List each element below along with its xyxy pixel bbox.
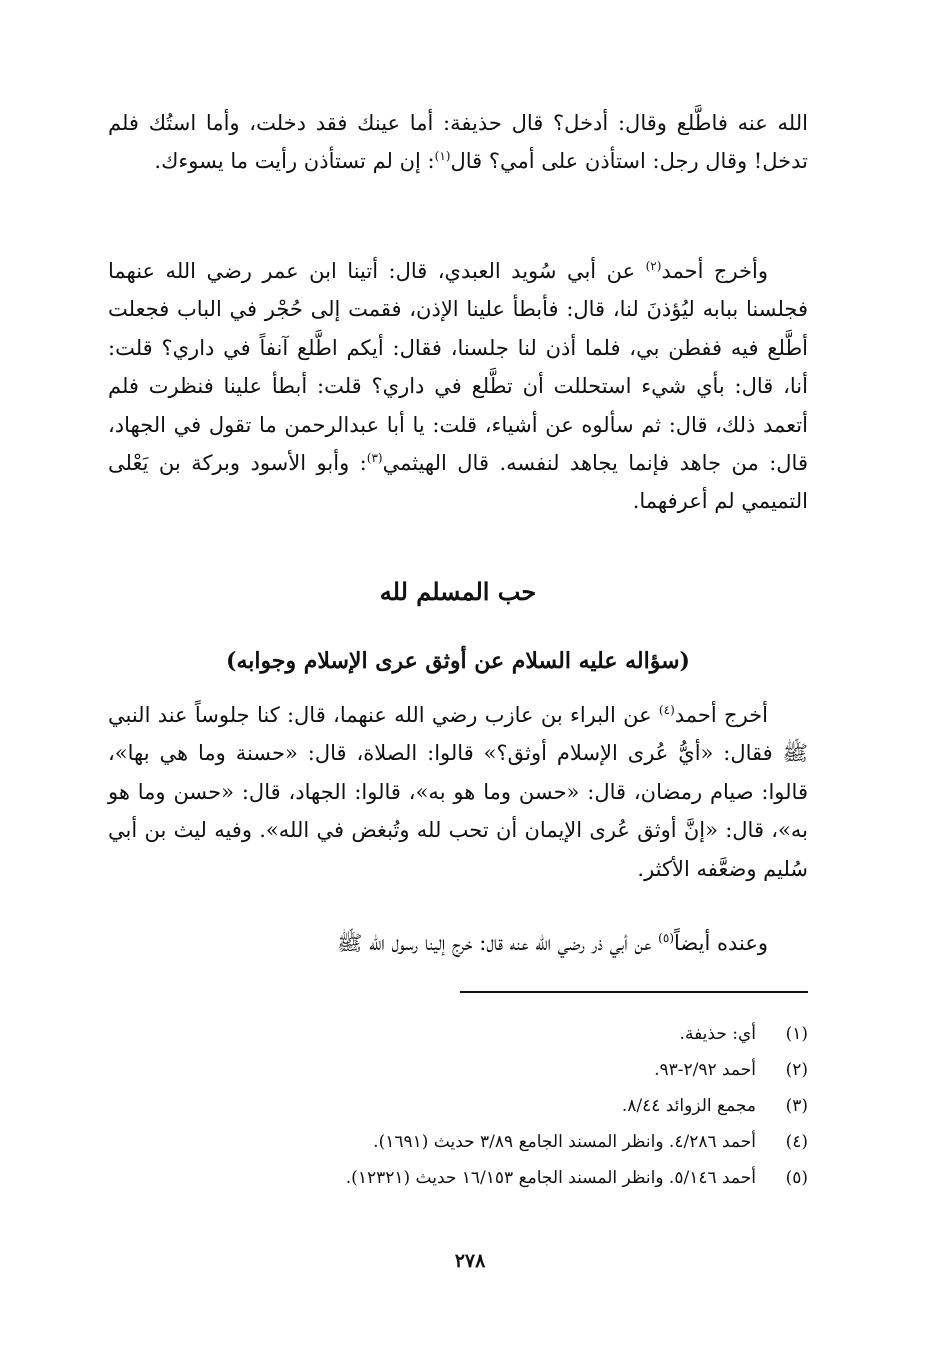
text-segment: عن أبي سُويد العبدي، قال: أتينا ابن عمر رضي الله عنهما فجلسنا ببابه ليُؤذنَ لنا، قال: فأبطأ علينا الإذن، فقمت إلى حُجْر في الباب فجعلت أطَّلع فيه ففطن بي، فلما أذن لنا جلسنا، فقال: أيكم اطَّلع آنفاً في داري؟ قلت: أنا، قال: بأي شيء استحللت أن تطَّلع في داري؟ قلت: أبطأ علينا فنظرت فلم أتعمد ذلك، قال: ثم سألوه عن أشياء، قلت: يا أبا عبدالرحمن ما تقول في الجهاد، قال: من جاهد فإنما يجاهد لنفسه. قال الهيثمي <box>108 259 808 476</box>
text-segment: : وأبو الأسود وبركة بن يَعْلى التميمي لم أعرفهما. <box>108 451 808 514</box>
footnote-ref[interactable]: (٥) <box>658 931 674 945</box>
footnote-text: أحمد ٢/٩٢-٩٣. <box>654 1060 756 1080</box>
footnote-number: (٥) <box>785 1168 808 1188</box>
section-heading: حب المسلم لله <box>379 577 537 606</box>
footnote-item <box>108 1096 808 1132</box>
text-segment: أخرج أحمد <box>674 703 768 727</box>
footnote-ref[interactable]: (١) <box>434 149 451 164</box>
page-number: ٢٧٨ <box>454 1250 486 1272</box>
footnote-text: مجمع الزوائد ٨/٤٤. <box>621 1096 756 1116</box>
footnote-item <box>108 1168 808 1204</box>
footnote-ref[interactable]: (٢) <box>645 259 662 273</box>
footnote-number: (١) <box>785 1024 808 1044</box>
footnote-text: أي: حذيفة. <box>679 1024 756 1044</box>
footnote-item <box>108 1024 808 1060</box>
footnote-ref[interactable]: (٣) <box>366 451 383 466</box>
text-segment: الله عنه فاطَّلع وقال: أدخل؟ قال حذيفة: أما عينك فقد دخلت، وأما استُك فلم تدخل! وقال رجل: استأذن على أمي؟ قال <box>108 111 808 174</box>
footnote-text: أحمد ٤/٢٨٦. وانظر المسند الجامع ٣/٨٩ حديث (١٦٩١). <box>373 1132 756 1152</box>
section-subheading: (سؤاله عليه السلام عن أوثق عرى الإسلام وجوابه) <box>226 648 690 674</box>
footnote-divider <box>460 991 808 993</box>
paragraph-bara <box>108 696 808 888</box>
text-segment: عن البراء بن عازب رضي الله عنهما، قال: كنا جلوساً عند النبي ﷺ فقال: «أيُّ عُرى الإسلام أوثق؟» قالوا: الصلاة، قال: «حسنة وما هي بها»، قالوا: صيام رمضان، قال: «حسن وما هو به»، قالوا: الجهاد، قال: «حسن وما هو به»، قال: «إنَّ أوثق عُرى الإيمان أن تحب لله وتُبغض في الله». وفيه ليث بن أبي سُليم وضعَّفه الأكثر. <box>108 703 808 881</box>
text-segment: : إن لم تستأذن رأيت ما يسوءك. <box>154 149 435 174</box>
footnotes <box>108 1024 808 1204</box>
text-segment: عن أبي ذر رضي الله عنه قال: خرج إلينا رسول الله ﷺ <box>337 931 659 955</box>
footnote-item <box>108 1132 808 1168</box>
footnote-number: (٢) <box>785 1060 808 1080</box>
paragraph-abu-suwaid <box>108 252 808 521</box>
footnote-number: (٤) <box>785 1132 808 1152</box>
footnote-ref[interactable]: (٤) <box>658 703 675 717</box>
paragraph-abu-dharr <box>108 924 808 962</box>
footnote-number: (٣) <box>785 1096 808 1116</box>
paragraph-continuation <box>108 104 808 181</box>
footnote-item <box>108 1060 808 1096</box>
footnote-text: أحمد ٥/١٤٦. وانظر المسند الجامع ١٦/١٥٣ حديث (١٢٣٢١). <box>345 1168 756 1188</box>
text-segment: وعنده أيضاً <box>674 931 768 955</box>
text-segment: وأخرج أحمد <box>661 259 768 283</box>
